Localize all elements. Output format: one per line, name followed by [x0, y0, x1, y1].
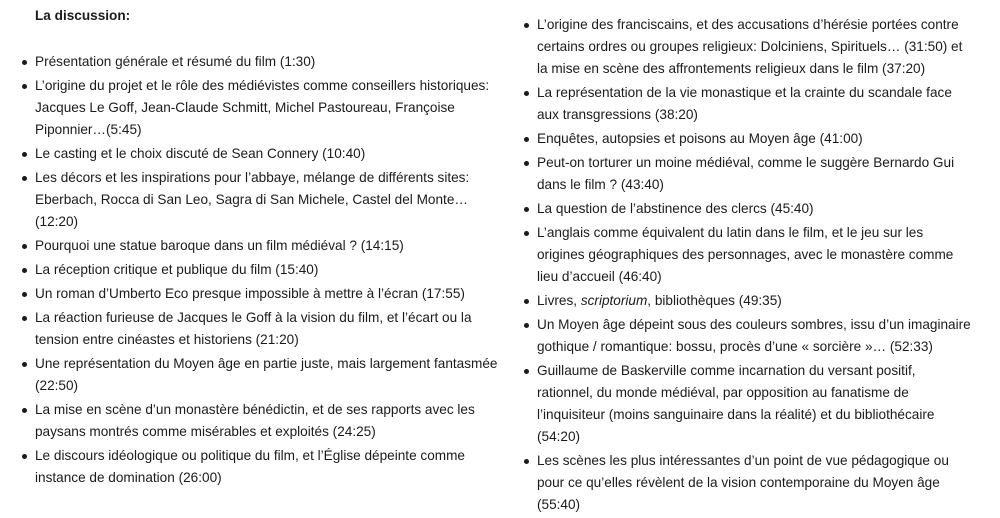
- item-text-italic: scriptorium: [580, 293, 648, 308]
- list-item: Pourquoi une statue baroque dans un film médiéval ? (14:15): [22, 235, 510, 257]
- item-text-before: Livres,: [537, 293, 581, 308]
- list-item: La réaction furieuse de Jacques le Goff à la vision du film, et l’écart ou la tension entre cinéastes et historiens (21:20): [22, 307, 510, 351]
- list-item: Les décors et les inspirations pour l’abbaye, mélange de différents sites: Eberbach, Rocca di San Leo, Sagra di San Michele, Castel del Monte… (12:20): [22, 167, 510, 233]
- right-column: [524, 14, 974, 518]
- left-column: [22, 0, 510, 491]
- list-item: Un roman d’Umberto Eco presque impossible à mettre à l’écran (17:55): [22, 283, 510, 305]
- list-item: L’origine du projet et le rôle des médiévistes comme conseillers historiques: Jacques Le Goff, Jean-Claude Schmitt, Michel Pastoureau, Françoise Piponnier…(5:45): [22, 75, 510, 141]
- section-heading: La discussion:: [35, 8, 131, 23]
- list-item: Enquêtes, autopsies et poisons au Moyen âge (41:00): [524, 128, 974, 150]
- list-item: Les scènes les plus intéressantes d’un point de vue pédagogique ou pour ce qu’elles révèlent de la vision contemporaine du Moyen âge (55:40): [524, 450, 974, 516]
- list-item: Un Moyen âge dépeint sous des couleurs sombres, issu d’un imaginaire gothique / romantique: bossu, procès d’une « sorcière »… (52:33): [524, 314, 974, 358]
- discussion-list-left: [22, 51, 510, 489]
- list-item: Le casting et le choix discuté de Sean Connery (10:40): [22, 143, 510, 165]
- list-item: Peut-on torturer un moine médiéval, comme le suggère Bernardo Gui dans le film ? (43:40): [524, 152, 974, 196]
- item-text-after: , bibliothèques (49:35): [647, 293, 782, 308]
- list-item: Présentation générale et résumé du film (1:30): [22, 51, 510, 73]
- list-item: L’origine des franciscains, et des accusations d’hérésie portées contre certains ordres ou groupes religieux: Dolciniens, Spirituels… (31:50) et la mise en scène des affrontements religieux dans le film (37:20): [524, 14, 974, 80]
- list-item: La mise en scène d’un monastère bénédictin, et de ses rapports avec les paysans montrés comme misérables et exploités (24:25): [22, 399, 510, 443]
- list-item: La question de l’abstinence des clercs (45:40): [524, 198, 974, 220]
- list-item: Une représentation du Moyen âge en partie juste, mais largement fantasmée (22:50): [22, 353, 510, 397]
- list-item: La réception critique et publique du film (15:40): [22, 259, 510, 281]
- list-item: [524, 290, 974, 312]
- list-item: L’anglais comme équivalent du latin dans le film, et le jeu sur les origines géographiques des personnages, avec le monastère comme lieu d’accueil (46:40): [524, 222, 974, 288]
- list-item: Guillaume de Baskerville comme incarnation du versant positif, rationnel, du monde médiéval, par opposition au fanatisme de l’inquisiteur (moins sanguinaire dans la réalité) et du bibliothécaire (54:20): [524, 360, 974, 448]
- discussion-list-right: [524, 14, 974, 516]
- list-item: La représentation de la vie monastique et la crainte du scandale face aux transgressions (38:20): [524, 82, 974, 126]
- list-item: Le discours idéologique ou politique du film, et l’Église dépeinte comme instance de domination (26:00): [22, 445, 510, 489]
